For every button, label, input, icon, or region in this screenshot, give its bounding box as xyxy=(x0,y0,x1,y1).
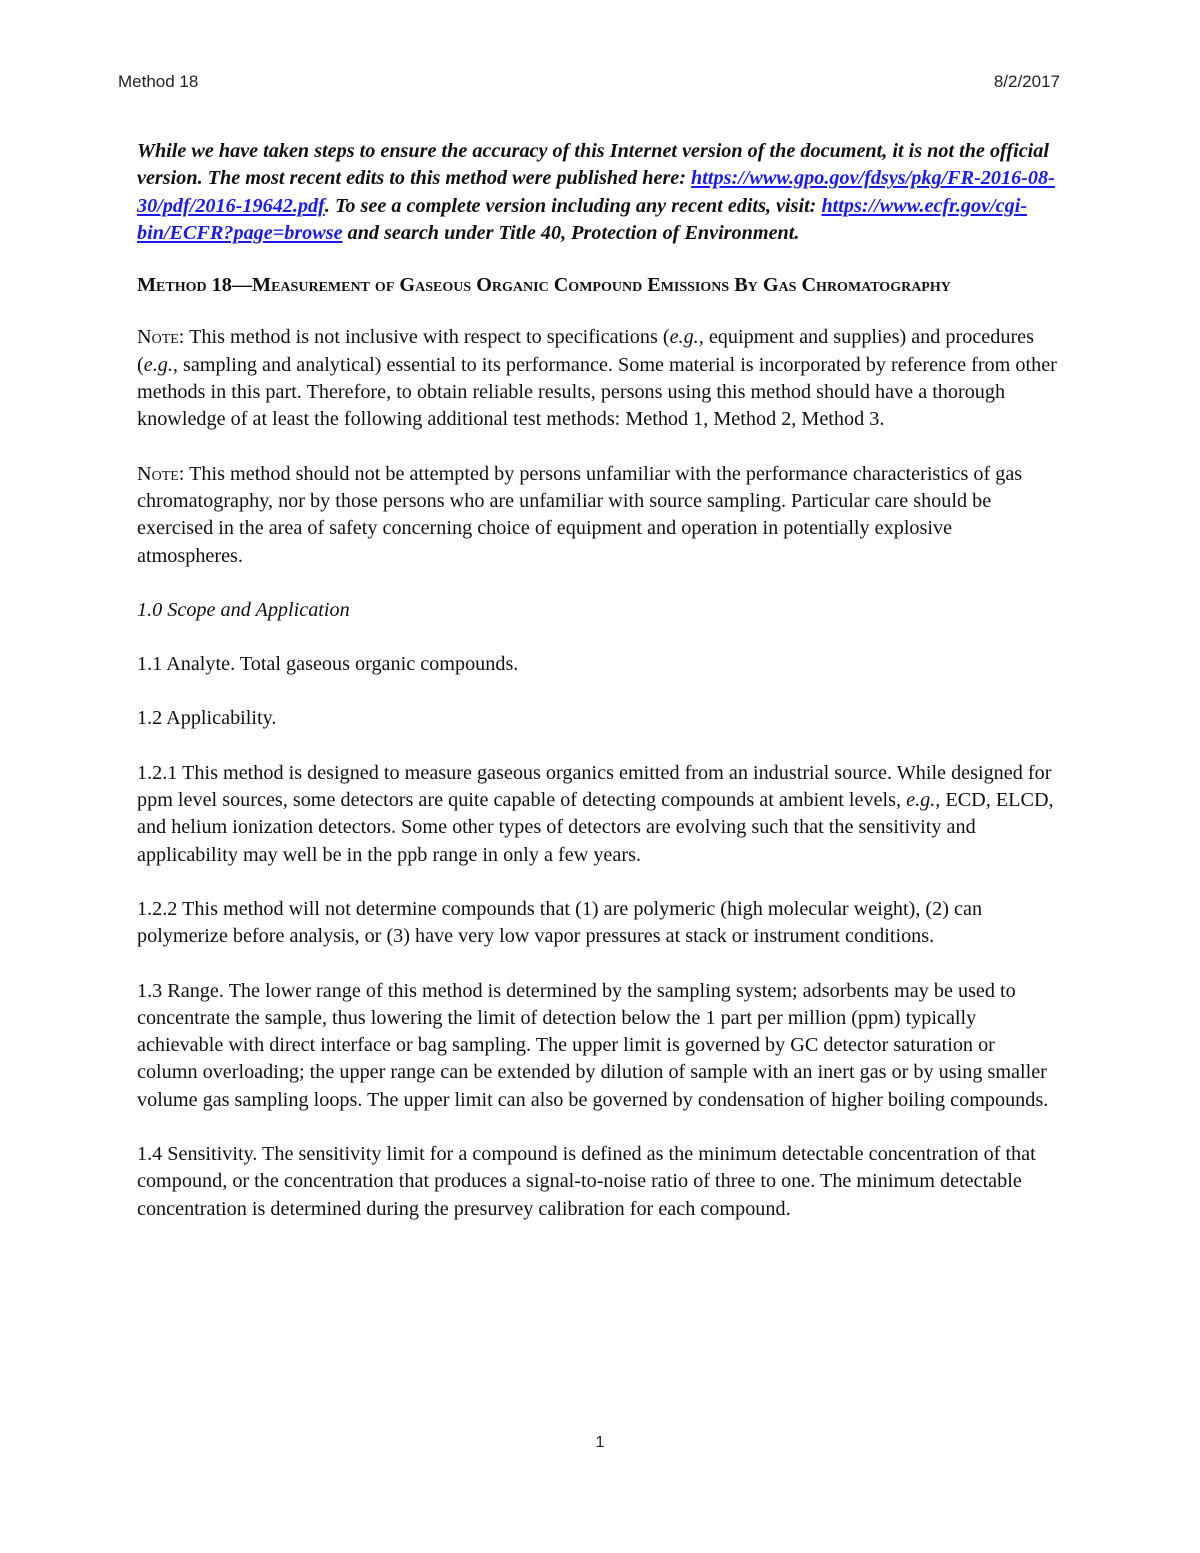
note-paragraph-1 xyxy=(137,324,1057,433)
note-2-text: This method should not be attempted by persons unfamiliar with the performance characteristics of gas chromatography, nor by those persons who are unfamiliar with source sampling. Particular care should be exercised in the area of safety concerning choice of equipment and operation in potentially explosive atmospheres. xyxy=(137,462,1023,567)
document-body xyxy=(137,138,1057,1250)
page-footer xyxy=(0,1434,1200,1452)
page-number: 1 xyxy=(595,1434,605,1451)
note-label-2: Note: xyxy=(137,462,185,485)
note-1-eg-1: e.g., xyxy=(669,326,704,349)
paragraph-1-2: 1.2 Applicability. xyxy=(137,707,277,730)
paragraph-1-1: 1.1 Analyte. Total gaseous organic compounds. xyxy=(137,653,519,676)
note-1-text-c: sampling and analytical) essential to its performance. Some material is incorporated by reference from other methods in this part. Therefore, to obtain reliable results, persons using this method should have a thorough knowledge of at least the following additional test methods: Method 1, Method 2, Method 3. xyxy=(137,353,1057,431)
paragraph-1-2-1-text-b: ECD, ELCD, and helium ionization detectors. Some other types of detectors are evolving such that the sensitivity and applicability may well be in the ppb range in only a few years. xyxy=(137,789,1054,866)
ecfr-link[interactable]: https://www.ecfr.gov/cgi-bin/ECFR?page=browse xyxy=(137,194,1028,244)
paragraph-1-2-1-eg: e.g., xyxy=(906,789,941,812)
paragraph-1-2-2: 1.2.2 This method will not determine compounds that (1) are polymeric (high molecular weight), (2) can polymerize before analysis, or (3) have very low vapor pressures at stack or instrument conditions. xyxy=(137,897,983,948)
paragraph-1-2-1 xyxy=(137,760,1057,869)
header-method-name: Method 18 xyxy=(118,72,199,91)
page-header xyxy=(118,72,1060,98)
disclaimer-text-1: While we have taken steps to ensure the accuracy of this Internet version of the document, it is not the official version. The most recent edits to this method were published here: xyxy=(137,140,1049,190)
header-date: 8/2/2017 xyxy=(993,72,1060,91)
disclaimer-text-2: . To see a complete version including any recent edits, visit: xyxy=(324,194,822,217)
method-title xyxy=(137,272,1057,299)
paragraph-1-2-1-text-a: 1.2.1 This method is designed to measure gaseous organics emitted from an industrial source. While designed for ppm level sources, some detectors are quite capable of detecting compounds at ambient levels, xyxy=(137,761,1052,812)
paragraph-1-4: 1.4 Sensitivity. The sensitivity limit for a compound is defined as the minimum detectable concentration of that compound, or the concentration that produces a signal-to-noise ratio of three to one. The minimum detectable concentration is determined during the presurvey calibration for each compound. xyxy=(137,1143,1036,1220)
note-label-1: Note: xyxy=(137,326,185,349)
note-1-eg-2: e.g., xyxy=(143,353,178,376)
note-1-text-a: This method is not inclusive with respect to specifications ( xyxy=(184,326,670,349)
paragraph-1-3: 1.3 Range. The lower range of this method is determined by the sampling system; adsorbents may be used to concentrate the sample, thus lowering the limit of detection below the 1 part per million (ppm) typically achievable with direct interface or bag sampling. The upper limit is governed by GC detector saturation or column overloading; the upper range can be extended by dilution of sample with an inert gas or by using smaller volume gas sampling loops. The upper limit can also be governed by condensation of higher boiling compounds. xyxy=(137,979,1049,1111)
section-heading-scope: 1.0 Scope and Application xyxy=(137,598,350,621)
note-paragraph-2 xyxy=(137,461,1057,570)
method-title-text: Method 18—Measurement of Gaseous Organic Compound Emissions By Gas Chromatography xyxy=(137,274,951,297)
gpo-link[interactable]: https://www.gpo.gov/fdsys/pkg/FR-2016-08-30/pdf/2016-19642.pdf xyxy=(137,167,1055,217)
disclaimer xyxy=(137,138,1057,247)
disclaimer-text-3: and search under Title 40, Protection of Environment. xyxy=(342,221,800,244)
note-1-text-b: equipment and supplies) and procedures ( xyxy=(137,326,1034,376)
